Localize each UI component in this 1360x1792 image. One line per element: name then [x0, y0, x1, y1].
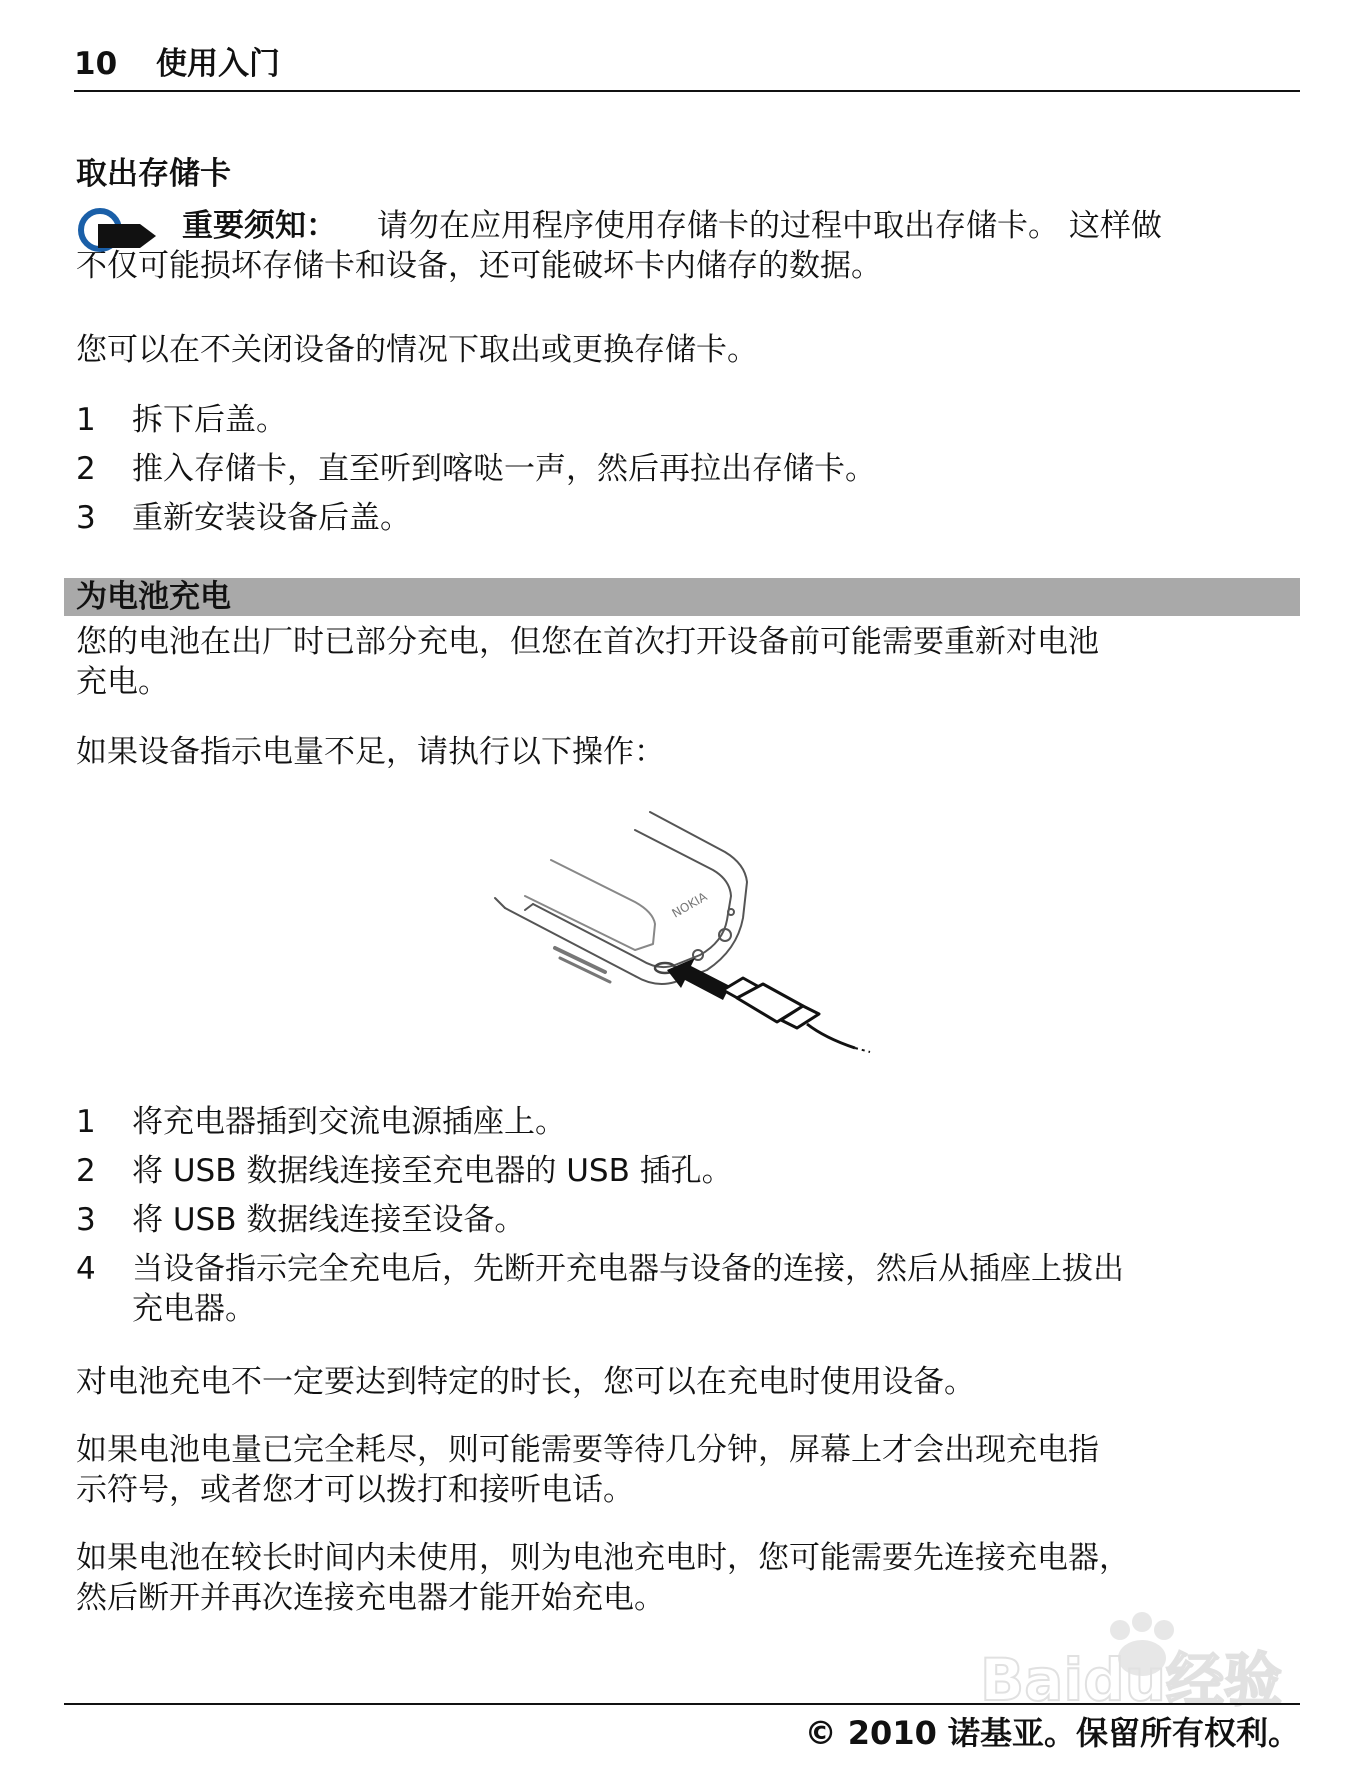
low-battery-paragraph: 如果设备指示电量不足，请执行以下操作：: [76, 734, 665, 770]
chapter-title: 使用入门: [156, 46, 280, 82]
section-title-charge-battery: 为电池充电: [64, 578, 1300, 616]
step-text: 充电器。: [132, 1291, 256, 1327]
page-header: [74, 44, 1300, 92]
charging-steps: [76, 1102, 1300, 1338]
page-number: 10: [74, 46, 118, 82]
watermark-text: Baidu经验: [980, 1646, 1283, 1714]
remove-card-paragraph: 您可以在不关闭设备的情况下取出或更换存储卡。: [76, 332, 758, 368]
section-title-remove-card: 取出存储卡: [76, 156, 231, 192]
empty-battery-paragraph: [76, 1430, 1300, 1510]
step-text: 拆下后盖。: [132, 402, 287, 438]
step-text: 将 USB 数据线连接至充电器的 USB 插孔。: [132, 1153, 733, 1189]
step-number: 3: [76, 500, 96, 536]
paragraph-line: 如果电池电量已完全耗尽，则可能需要等待几分钟，屏幕上才会出现充电指: [76, 1432, 1099, 1468]
paragraph-line: 您的电池在出厂时已部分充电，但您在首次打开设备前可能需要重新对电池: [76, 624, 1099, 660]
list-item: [76, 400, 1300, 440]
usb-charging-illustration: [485, 800, 885, 1080]
list-item: [76, 1151, 1300, 1191]
notice-text-line1: 请勿在应用程序使用存储卡的过程中取出存储卡。 这样做: [377, 208, 1162, 244]
step-number: 3: [76, 1202, 96, 1238]
baidu-watermark-logo: [970, 1600, 1290, 1720]
important-note-icon: [76, 206, 160, 258]
list-item: [76, 1200, 1300, 1240]
step-number: 4: [76, 1251, 96, 1287]
step-number: 1: [76, 402, 96, 438]
list-item: [76, 1249, 1300, 1329]
charge-intro-paragraph: [76, 622, 1300, 702]
step-text: 推入存储卡，直至听到喀哒一声，然后再拉出存储卡。: [132, 451, 876, 487]
remove-card-steps: [76, 400, 1300, 547]
list-item: [76, 498, 1300, 538]
paragraph-line: 如果电池在较长时间内未使用，则为电池充电时，您可能需要先连接充电器，: [76, 1540, 1130, 1576]
copyright-footer: © 2010 诺基亚。保留所有权利。: [804, 1714, 1300, 1752]
notice-label: 重要须知：: [182, 208, 337, 244]
footer-rule: [64, 1703, 1300, 1705]
step-text: 重新安装设备后盖。: [132, 500, 411, 536]
paragraph-line: 然后断开并再次连接充电器才能开始充电。: [76, 1580, 665, 1616]
important-notice: [76, 206, 1300, 286]
list-item: [76, 449, 1300, 489]
step-number: 2: [76, 1153, 96, 1189]
list-item: [76, 1102, 1300, 1142]
step-number: 1: [76, 1104, 96, 1140]
paragraph-line: 充电。: [76, 664, 169, 700]
nokia-logo-text: NOKIA: [669, 889, 710, 921]
step-text: 将 USB 数据线连接至设备。: [132, 1202, 526, 1238]
paragraph-line: 示符号，或者您才可以拨打和接听电话。: [76, 1472, 634, 1508]
charge-duration-paragraph: 对电池充电不一定要达到特定的时长，您可以在充电时使用设备。: [76, 1364, 975, 1400]
notice-text-line2: 不仅可能损坏存储卡和设备，还可能破坏卡内储存的数据。: [76, 248, 882, 284]
step-text: 将充电器插到交流电源插座上。: [132, 1104, 566, 1140]
step-text: 当设备指示完全充电后，先断开充电器与设备的连接，然后从插座上拔出: [132, 1251, 1124, 1287]
step-number: 2: [76, 451, 96, 487]
